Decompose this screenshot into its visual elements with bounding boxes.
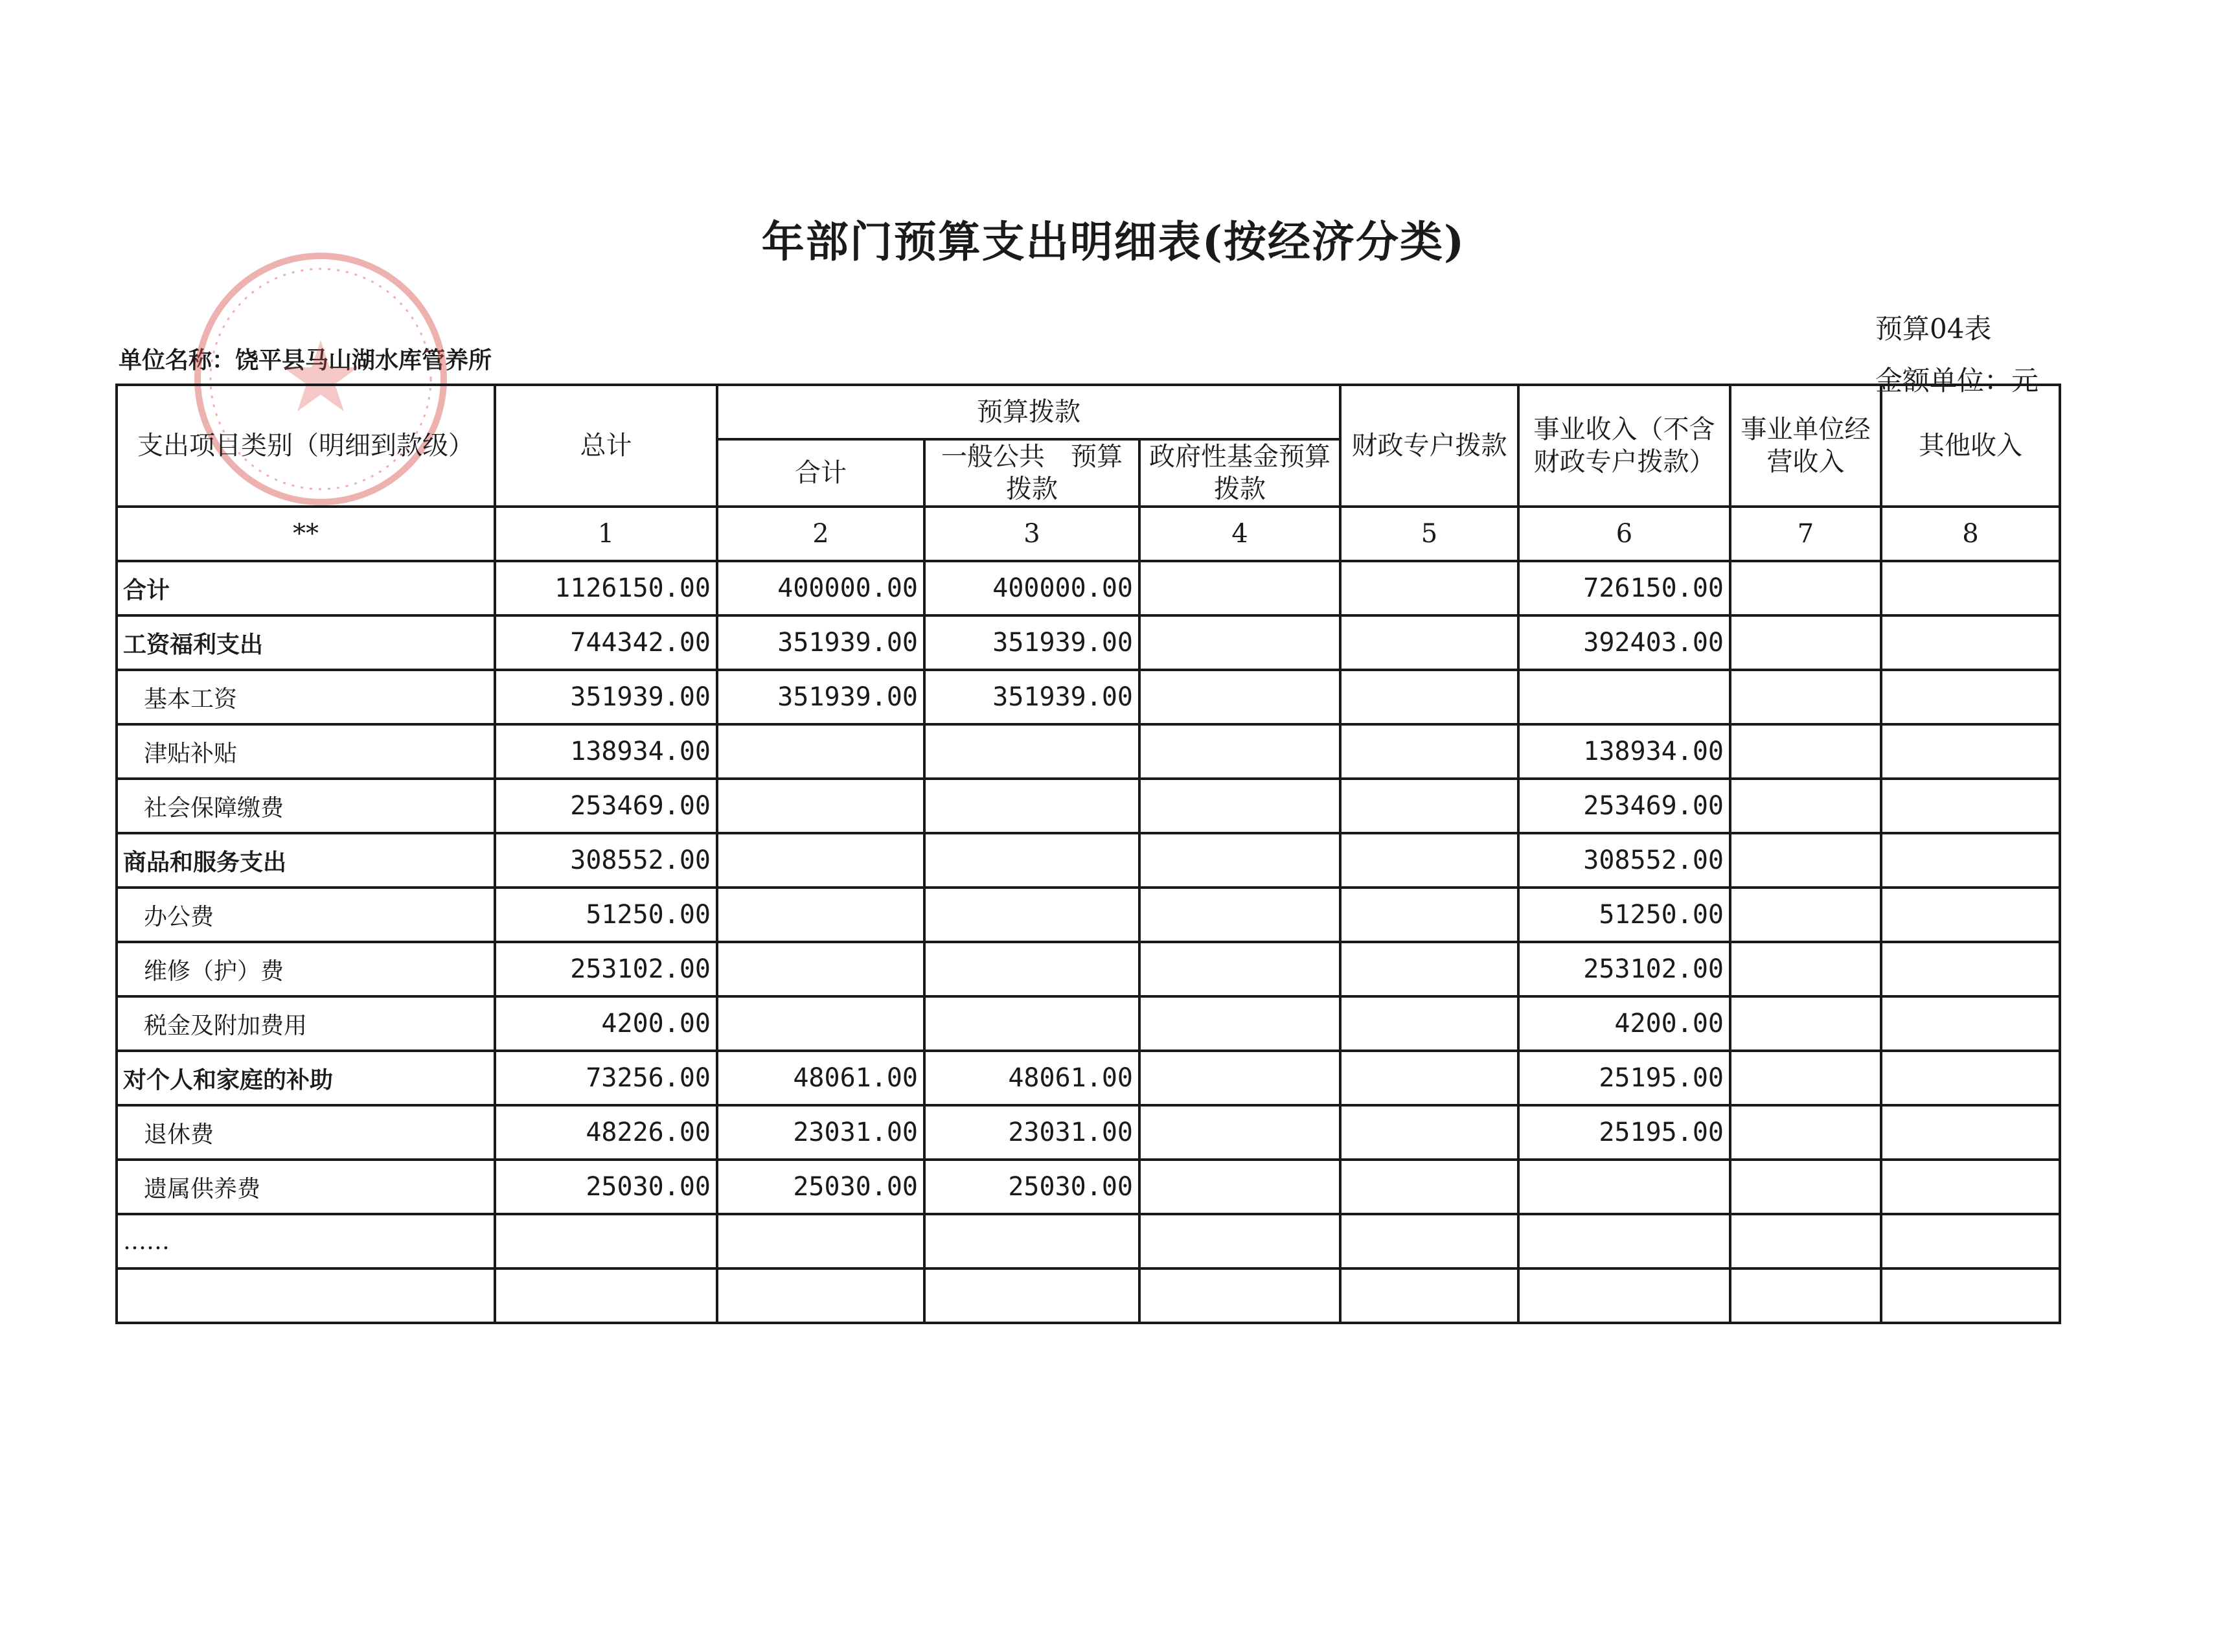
cell-subtotal (717, 724, 924, 779)
cell-special (1340, 615, 1518, 670)
cell-special (1340, 942, 1518, 996)
cell-operating (1730, 996, 1881, 1051)
index-cell: 1 (495, 507, 717, 561)
cell-fund (1139, 1105, 1340, 1160)
cell-career: 308552.00 (1518, 833, 1730, 888)
cell-total: 253102.00 (495, 942, 717, 996)
cell-other (1881, 1051, 2060, 1105)
cell-total: 308552.00 (495, 833, 717, 888)
cell-special (1340, 561, 1518, 615)
cell-other (1881, 670, 2060, 724)
cell-fund (1139, 561, 1340, 615)
cell-special (1340, 996, 1518, 1051)
table-row (117, 1160, 2060, 1214)
cell-special (1340, 833, 1518, 888)
row-label: 遗属供养费 (117, 1160, 495, 1214)
cell-subtotal: 25030.00 (717, 1160, 924, 1214)
cell-operating (1730, 833, 1881, 888)
table-row (117, 1105, 2060, 1160)
cell-general: 23031.00 (924, 1105, 1139, 1160)
cell-total: 138934.00 (495, 724, 717, 779)
cell-special (1340, 724, 1518, 779)
cell-special (1340, 888, 1518, 942)
cell-career: 25195.00 (1518, 1051, 1730, 1105)
header-operating: 事业单位经营收入 (1730, 385, 1881, 507)
cell-fund (1139, 670, 1340, 724)
cell-total: 48226.00 (495, 1105, 717, 1160)
index-cell: 8 (1881, 507, 2060, 561)
row-label: 对个人和家庭的补助 (117, 1051, 495, 1105)
table-row (117, 724, 2060, 779)
cell-operating (1730, 615, 1881, 670)
cell-total: 351939.00 (495, 670, 717, 724)
row-label: 合计 (117, 561, 495, 615)
ellipsis-row (117, 1214, 2060, 1268)
table-row (117, 561, 2060, 615)
cell-subtotal: 400000.00 (717, 561, 924, 615)
cell-career: 726150.00 (1518, 561, 1730, 615)
cell-special (1340, 779, 1518, 833)
index-row (117, 507, 2060, 561)
cell-fund (1139, 1160, 1340, 1214)
index-cell: 3 (924, 507, 1139, 561)
row-label: 商品和服务支出 (117, 833, 495, 888)
header-total: 总计 (495, 385, 717, 507)
cell-fund (1139, 615, 1340, 670)
header-fund: 政府性基金预算拨款 (1139, 439, 1340, 507)
cell-subtotal: 351939.00 (717, 670, 924, 724)
cell-general (924, 779, 1139, 833)
blank-row (117, 1268, 2060, 1323)
cell-operating (1730, 561, 1881, 615)
cell-total: 744342.00 (495, 615, 717, 670)
cell-fund (1139, 996, 1340, 1051)
budget-table (115, 384, 2061, 1324)
row-label: 工资福利支出 (117, 615, 495, 670)
cell-total: 25030.00 (495, 1160, 717, 1214)
cell-operating (1730, 1160, 1881, 1214)
cell-career: 4200.00 (1518, 996, 1730, 1051)
row-label: 社会保障缴费 (117, 779, 495, 833)
index-cell: 4 (1139, 507, 1340, 561)
cell-career: 253469.00 (1518, 779, 1730, 833)
row-label: 津贴补贴 (117, 724, 495, 779)
cell-general: 400000.00 (924, 561, 1139, 615)
header-category: 支出项目类别（明细到款级） (117, 385, 495, 507)
cell-subtotal (717, 942, 924, 996)
cell-operating (1730, 670, 1881, 724)
cell-subtotal: 23031.00 (717, 1105, 924, 1160)
cell-fund (1139, 942, 1340, 996)
row-label: 维修（护）费 (117, 942, 495, 996)
cell-other (1881, 1160, 2060, 1214)
cell-special (1340, 1160, 1518, 1214)
cell-fund (1139, 724, 1340, 779)
cell-fund (1139, 888, 1340, 942)
table-row (117, 615, 2060, 670)
organization-name: 单位名称：饶平县马山湖水库管养所 (119, 347, 492, 374)
cell-subtotal (717, 888, 924, 942)
cell-other (1881, 942, 2060, 996)
table-row (117, 888, 2060, 942)
table-row (117, 1051, 2060, 1105)
header-subtotal: 合计 (717, 439, 924, 507)
header-budget-group: 预算拨款 (717, 385, 1340, 439)
cell-career (1518, 1160, 1730, 1214)
cell-operating (1730, 1051, 1881, 1105)
cell-total: 1126150.00 (495, 561, 717, 615)
cell-operating (1730, 779, 1881, 833)
cell-total: 4200.00 (495, 996, 717, 1051)
cell-operating (1730, 724, 1881, 779)
cell-career: 138934.00 (1518, 724, 1730, 779)
row-label: 税金及附加费用 (117, 996, 495, 1051)
ellipsis-cell: …… (117, 1214, 495, 1268)
table-row (117, 996, 2060, 1051)
table-row (117, 670, 2060, 724)
table-row (117, 779, 2060, 833)
cell-general (924, 942, 1139, 996)
cell-other (1881, 561, 2060, 615)
index-cell: 5 (1340, 507, 1518, 561)
unit-label: 金额单位：元 (1875, 365, 2039, 396)
cell-general: 351939.00 (924, 615, 1139, 670)
cell-subtotal (717, 779, 924, 833)
cell-other (1881, 779, 2060, 833)
cell-special (1340, 670, 1518, 724)
cell-other (1881, 724, 2060, 779)
cell-subtotal: 48061.00 (717, 1051, 924, 1105)
cell-other (1881, 833, 2060, 888)
cell-fund (1139, 833, 1340, 888)
cell-subtotal (717, 833, 924, 888)
cell-total: 51250.00 (495, 888, 717, 942)
header-special: 财政专户拨款 (1340, 385, 1518, 507)
cell-other (1881, 888, 2060, 942)
cell-operating (1730, 888, 1881, 942)
index-cell: 7 (1730, 507, 1881, 561)
cell-general (924, 996, 1139, 1051)
cell-career: 253102.00 (1518, 942, 1730, 996)
cell-total: 253469.00 (495, 779, 717, 833)
cell-other (1881, 1105, 2060, 1160)
cell-fund (1139, 1051, 1340, 1105)
row-label: 办公费 (117, 888, 495, 942)
cell-other (1881, 996, 2060, 1051)
cell-career: 392403.00 (1518, 615, 1730, 670)
cell-subtotal (717, 996, 924, 1051)
cell-total: 73256.00 (495, 1051, 717, 1105)
page-title: 年部门预算支出明细表(按经济分类) (761, 216, 1466, 267)
cell-general: 351939.00 (924, 670, 1139, 724)
cell-career: 25195.00 (1518, 1105, 1730, 1160)
header-general: 一般公共 预算拨款 (924, 439, 1139, 507)
cell-subtotal: 351939.00 (717, 615, 924, 670)
cell-special (1340, 1105, 1518, 1160)
index-cell: 6 (1518, 507, 1730, 561)
index-cell: ** (117, 507, 495, 561)
cell-general: 25030.00 (924, 1160, 1139, 1214)
cell-general (924, 833, 1139, 888)
index-cell: 2 (717, 507, 924, 561)
cell-other (1881, 615, 2060, 670)
header-career: 事业收入（不含财政专户拨款） (1518, 385, 1730, 507)
cell-operating (1730, 942, 1881, 996)
row-label: 基本工资 (117, 670, 495, 724)
table-row (117, 833, 2060, 888)
row-label: 退休费 (117, 1105, 495, 1160)
cell-special (1340, 1051, 1518, 1105)
cell-operating (1730, 1105, 1881, 1160)
cell-career (1518, 670, 1730, 724)
cell-general (924, 724, 1139, 779)
cell-general: 48061.00 (924, 1051, 1139, 1105)
cell-fund (1139, 779, 1340, 833)
table-code: 预算04表 (1875, 313, 1992, 345)
table-row (117, 942, 2060, 996)
cell-career: 51250.00 (1518, 888, 1730, 942)
header-other: 其他收入 (1881, 385, 2060, 507)
cell-general (924, 888, 1139, 942)
